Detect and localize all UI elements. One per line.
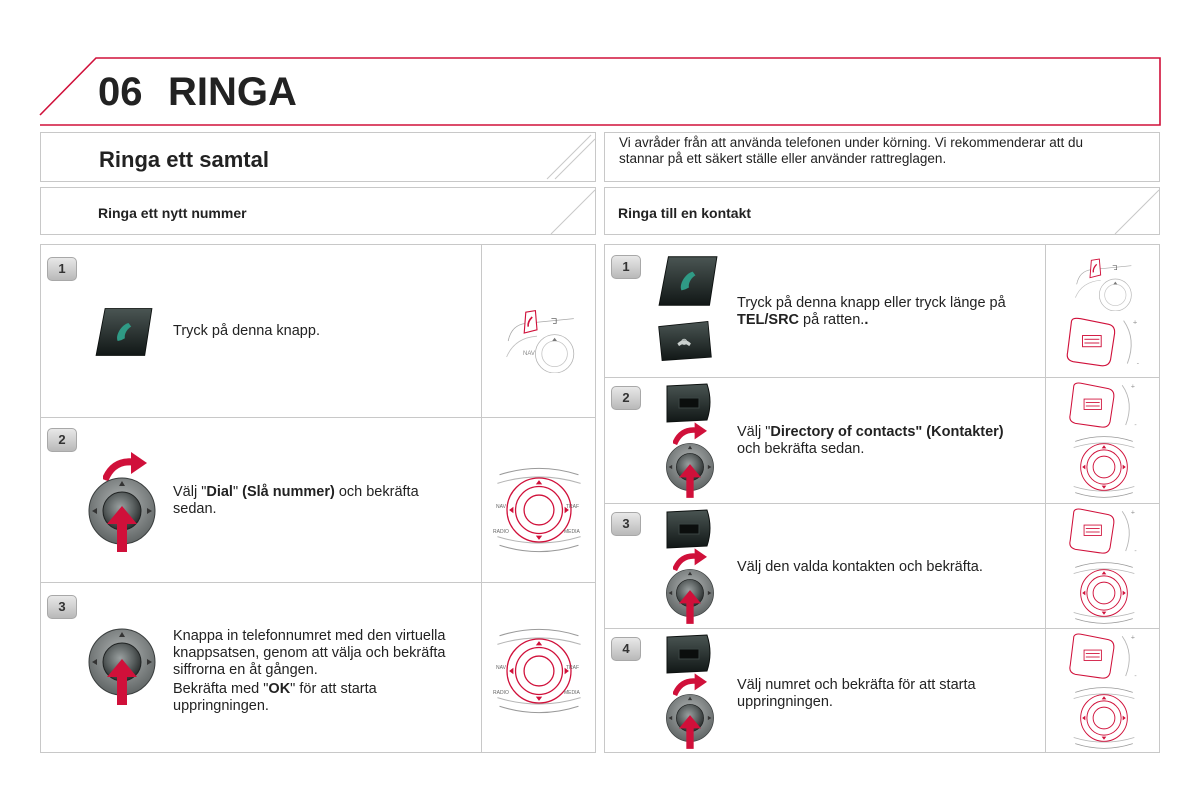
radio-label: RADIO [493,690,509,696]
right-step-1 [605,245,1159,377]
red-up-arrow-icon [679,715,701,749]
step-instruction-confirm: Bekräfta med "OK" för att starta uppringningen. [173,681,377,714]
left-subheader-title: Ringa ett nytt nummer [98,205,247,221]
step-number-badge: 3 [47,595,77,619]
nav-label: NAV [496,665,506,671]
chapter-title: RINGA [168,70,297,114]
right-subheader [604,187,1160,235]
media-label: MEDIA [564,690,580,696]
red-up-arrow-icon [107,506,137,552]
nav-label: NAV [523,351,535,357]
scroll-button-icon [663,633,713,675]
console-thumbnail-icon [1061,251,1147,311]
media-label: MEDIA [564,529,580,535]
steering-wheel-controls-thumbnail [1065,683,1143,753]
section-header [40,132,596,182]
step-instruction: Välj "Dial" (Slå nummer) och bekräfta sedan. [173,484,419,517]
step-instruction: Knappa in telefonnumret med den virtuella knappsatsen, genom att välja och bekräfta siffrorna en åt gången. [173,628,446,678]
right-steps-panel [604,244,1160,753]
traf-label: TRAF [566,504,580,510]
safety-warning: Vi avråder från att använda telefonen under körning. Vi rekommenderar att du stannar på ett säkert ställe eller använder rattreglagen. [619,135,1084,166]
step-number-badge: 2 [47,428,77,452]
left-step-1 [41,245,595,417]
section-title: Ringa ett samtal [99,147,269,172]
left-step-2 [41,417,595,582]
console-thumbnail-icon [501,301,581,373]
left-subheader [40,187,596,235]
header-diagonal-decor [521,133,597,181]
steering-wheel-controls-thumbnail [1065,432,1143,502]
warning-box [604,132,1160,182]
phone-button-icon [89,305,159,359]
step-number-badge: 1 [47,257,77,281]
left-steps-panel [40,244,596,753]
steering-wheel-controls-thumbnail [1065,558,1143,628]
scroll-button-icon [663,382,713,424]
subheader-diagonal-decor [1075,188,1161,234]
steering-wheel-button-thumbnail [1061,631,1147,683]
steering-wheel-controls-thumbnail [491,623,587,719]
step-instruction: Välj "Directory of contacts" (Kontakter) och bekräfta sedan. [737,424,1004,457]
radio-label: RADIO [493,529,509,535]
nav-label: NAV [496,504,506,510]
steering-wheel-button-thumbnail [1061,315,1147,371]
right-step-2 [605,377,1159,503]
chapter-number: 06 [98,70,143,114]
traf-label: TRAF [566,665,580,671]
step-instruction: Tryck på denna knapp. [173,323,320,339]
step-number-badge: 1 [611,255,641,279]
steering-wheel-button-thumbnail [1061,380,1147,432]
steering-wheel-button-thumbnail [1061,506,1147,558]
step-number-badge: 3 [611,512,641,536]
red-up-arrow-icon [107,659,137,705]
tel-src-button-icon [657,319,713,363]
right-step-4 [605,628,1159,754]
right-subheader-title: Ringa till en kontakt [618,205,752,221]
red-up-arrow-icon [679,464,701,498]
steering-wheel-controls-thumbnail [491,462,587,558]
subheader-diagonal-decor [511,188,597,234]
step-instruction: Välj den valda kontakten och bekräfta. [737,559,983,575]
step-instruction: Tryck på denna knapp eller tryck länge på TEL/SRC på ratten.. [737,295,1006,328]
step-instruction: Välj numret och bekräfta för att starta uppringningen. [737,677,976,710]
phone-button-icon [655,253,721,309]
right-step-3 [605,503,1159,628]
left-step-3 [41,582,595,754]
scroll-button-icon [663,508,713,550]
step-number-badge: 4 [611,637,641,661]
red-up-arrow-icon [679,590,701,624]
step-number-badge: 2 [611,386,641,410]
